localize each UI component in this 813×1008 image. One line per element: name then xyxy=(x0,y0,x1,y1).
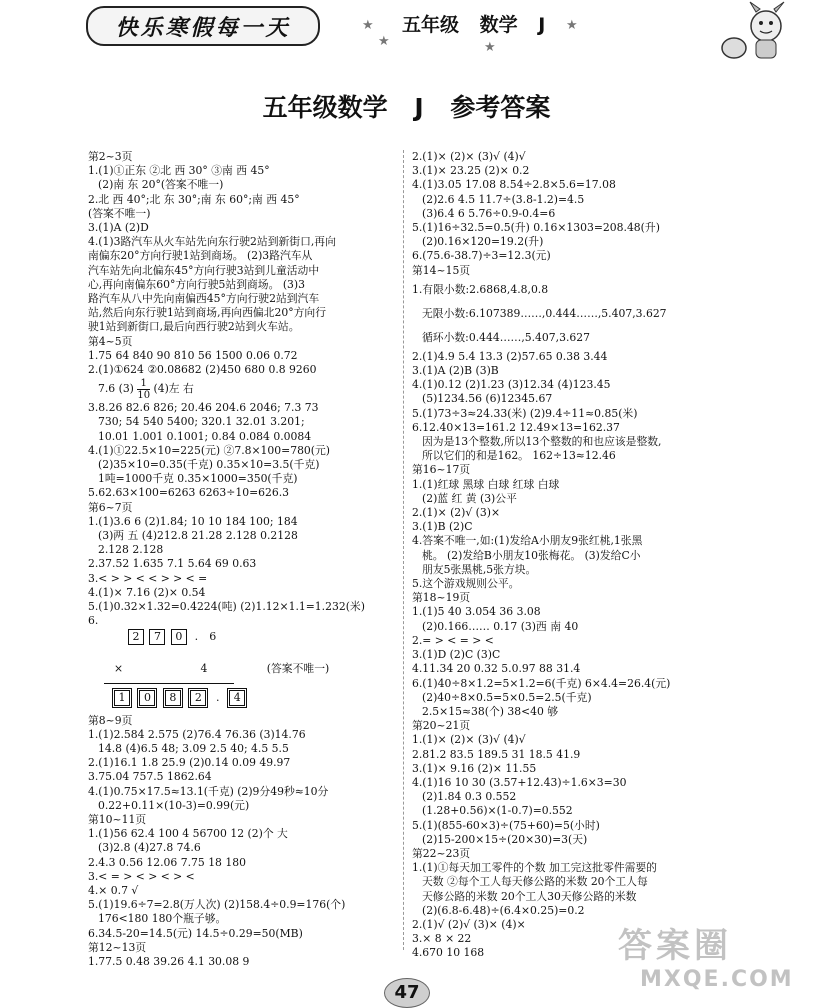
product-boxes xyxy=(88,688,408,714)
answer-line: 2.(1)16.1 1.8 25.9 (2)0.14 0.09 49.97 xyxy=(88,756,291,770)
star-icon: ★ xyxy=(362,18,374,33)
answer-line: (2)南 东 20°(答案不唯一) xyxy=(98,178,224,192)
answer-line: 天数 ②每个工人每天修公路的米数 20个工人每 xyxy=(422,875,648,889)
answer-line: 1.(1)5 40 3.054 36 3.08 xyxy=(412,605,541,619)
answer-line: 朋友5张黑桃,5张方块。 xyxy=(422,562,537,576)
answer-line: 所以它们的和是162。 162÷13≈12.46 xyxy=(422,449,616,463)
answer-line: 2.5×15≈38(个) 38<40 够 xyxy=(422,704,559,718)
answer-line: (2)0.16×120=19.2(升) xyxy=(422,235,544,249)
answer-line: (1.28+0.56)×(1-0.7)=0.552 xyxy=(422,804,573,818)
answer-line: 2.(1)√ (2)√ (3)× (4)× xyxy=(412,917,526,931)
watermark-text: 答案圈 xyxy=(618,926,732,966)
fraction-numerator: 1 xyxy=(137,378,150,390)
decimal-point: . xyxy=(194,629,199,643)
answer-line: 4.(1)16 10 30 (3.57+12.43)÷1.6×3=30 xyxy=(412,775,627,789)
answer-line: 10.01 1.001 0.1001; 0.84 0.084 0.0084 xyxy=(98,429,312,443)
multiplier-digit: 4 xyxy=(200,661,208,675)
answer-line: 6. xyxy=(88,614,99,628)
answer-line: 汽车站先向北偏东45°方向行驶3站到儿童活动中 xyxy=(88,263,320,277)
answer-text: (4)左 右 xyxy=(153,382,194,396)
answer-line: 3.8.26 82.6 826; 20.46 204.6 2046; 7.3 73 xyxy=(88,401,319,415)
answer-line: (2)40÷8×0.5=5×0.5=2.5(千克) xyxy=(422,690,592,704)
answer-line: 0.22+0.11×(10-3)=0.99(元) xyxy=(98,798,250,812)
answer-line: 1.(1)①正东 ②北 西 30° ③南 西 45° xyxy=(88,164,270,178)
answer-line: 1.(1)2.584 2.575 (2)76.4 76.36 (3)14.76 xyxy=(88,727,306,741)
digit-box: 0 xyxy=(171,629,187,645)
digit-box: 6 xyxy=(209,629,217,643)
answer-line: 1.有限小数:2.6868,4.8,0.8 xyxy=(412,282,549,296)
section-heading: 第12~13页 xyxy=(88,940,147,954)
answer-line: 2.= > < = > < xyxy=(412,633,494,647)
watermark-url: MXQE.COM xyxy=(640,967,794,992)
section-heading: 第6~7页 xyxy=(88,500,133,514)
answer-line: (2)(6.8-6.48)÷(6.4×0.25)=0.2 xyxy=(422,903,585,917)
answer-line: (2)2.6 4.5 11.7÷(3.8-1.2)=4.5 xyxy=(422,192,585,206)
answer-line: 3.(1)A (2)D xyxy=(88,221,149,235)
fraction xyxy=(137,378,150,401)
multiply-sign: × xyxy=(114,661,124,675)
answer-line: 2.37.52 1.635 7.1 5.64 69 0.63 xyxy=(88,557,257,571)
section-heading: 第8~9页 xyxy=(88,713,133,727)
answer-line: 4.670 10 168 xyxy=(412,946,485,960)
digit-box: 2 xyxy=(188,688,208,708)
answer-line: 3.(1)× 23.25 (2)× 0.2 xyxy=(412,164,530,178)
answer-line: (3)两 五 (4)212.8 21.28 2.128 0.2128 xyxy=(98,529,298,543)
section-heading: 第14~15页 xyxy=(412,263,471,277)
answer-line: 5.(1)16÷32.5=0.5(升) 0.16×1303=208.48(升) xyxy=(412,221,660,235)
answer-line: 4.答案不唯一,如:(1)发给A小朋友9张红桃,1张黑 xyxy=(412,534,643,548)
answer-line-fraction xyxy=(88,377,408,401)
answer-line: 3.× 8 × 22 xyxy=(412,932,472,946)
answer-line: 2.(1)4.9 5.4 13.3 (2)57.65 0.38 3.44 xyxy=(412,349,608,363)
section-heading: 第16~17页 xyxy=(412,463,471,477)
answer-line: 3.75.04 757.5 1862.64 xyxy=(88,770,212,784)
answer-line: 南偏东20°方向行驶1站到商场。 (2)3路汽车从 xyxy=(88,249,313,263)
answer-line: (5)1234.56 (6)12345.67 xyxy=(422,392,553,406)
mascot-icon xyxy=(700,0,800,62)
answer-line: (2)35×10=0.35(千克) 0.35×10=3.5(千克) xyxy=(98,458,320,472)
answer-line: 1.77.5 0.48 39.26 4.1 30.08 9 xyxy=(88,954,250,968)
answer-line: 6.(75.6-38.7)÷3=12.3(元) xyxy=(412,249,551,263)
banner-title: 快乐寒假每一天 xyxy=(115,15,291,41)
answer-line: 730; 54 540 5400; 320.1 32.01 3.201; xyxy=(98,415,305,429)
decimal-point: . xyxy=(216,690,220,704)
answer-line: (2)0.166…… 0.17 (3)西 南 40 xyxy=(422,619,579,633)
answer-line: 3.(1)A (2)B (3)B xyxy=(412,364,499,378)
answer-line: 4.(1)× 7.16 (2)× 0.54 xyxy=(88,585,206,599)
section-heading: 第2~3页 xyxy=(88,150,133,163)
digit-box: 7 xyxy=(149,629,165,645)
answer-line: 5.(1)0.32×1.32=0.4224(吨) (2)1.12×1.1=1.232(米) xyxy=(88,600,365,614)
answer-line: 4.(1)3.05 17.08 8.54÷2.8×5.6=17.08 xyxy=(412,178,616,192)
answer-line: 4.(1)0.75×17.5≈13.1(千克) (2)9分49秒≈10分 xyxy=(88,784,329,798)
answer-line: 4.(1)3路汽车从火车站先向东行驶2站到新街口,再向 xyxy=(88,235,336,249)
answer-line: 6.(1)40÷8×1.2=5×1.2=6(千克) 6×4.4=26.4(元) xyxy=(412,676,671,690)
answers-left-column xyxy=(88,150,408,969)
answer-text: 7.6 (3) xyxy=(98,382,134,396)
answer-line: 2.81.2 83.5 189.5 31 18.5 41.9 xyxy=(412,747,581,761)
answer-line: 3.< = > < > < > < xyxy=(88,869,195,883)
answer-line: 2.4.3 0.56 12.06 7.75 18 180 xyxy=(88,855,246,869)
answer-line: 176<180 180个瓶子够。 xyxy=(98,912,227,926)
answer-line: 2.128 2.128 xyxy=(98,543,164,557)
grade-subject-label: 五年级 数学 J xyxy=(402,14,546,36)
section-heading: 第4~5页 xyxy=(88,334,133,348)
answer-line: 天修公路的米数 20个工人30天修公路的米数 xyxy=(422,889,637,903)
page-title: 五年级数学 J 参考答案 xyxy=(262,93,551,122)
answer-line: 无限小数:6.107389……,0.444……,5.407,3.627 xyxy=(422,306,667,320)
answer-line: 2.北 西 40°;北 东 30°;南 东 60°;南 西 45° xyxy=(88,192,300,206)
answer-line: (2)蓝 红 黄 (3)公平 xyxy=(422,491,517,505)
header-banner xyxy=(0,0,813,62)
answer-line: 桃。 (2)发给B小朋友10张梅花。 (3)发给C小 xyxy=(422,548,641,562)
star-icon: ★ xyxy=(378,34,390,49)
answer-line: 5.62.63×100=6263 6263÷10=626.3 xyxy=(88,486,290,500)
digit-box: 0 xyxy=(137,688,157,708)
digit-box: 8 xyxy=(163,688,183,708)
answer-line: 3.(1)D (2)C (3)C xyxy=(412,648,501,662)
answer-line: 1吨=1000千克 0.35×1000=350(千克) xyxy=(98,472,298,486)
answer-line: 5.(1)19.6÷7=2.8(万人次) (2)158.4÷0.9=176(个) xyxy=(88,898,346,912)
answer-line: 驶1站到新街口,最后向西行驶2站到火车站。 xyxy=(88,320,300,334)
answer-line: 3.(1)B (2)C xyxy=(412,520,473,534)
digit-box: 2 xyxy=(128,629,144,645)
answer-line: 1.(1)× (2)× (3)√ (4)√ xyxy=(412,733,526,747)
answer-note: (答案不唯一) xyxy=(266,661,330,675)
digit-box: 4 xyxy=(227,688,247,708)
digit-box: 1 xyxy=(112,688,132,708)
answer-line: 2.(1)× (2)× (3)√ (4)√ xyxy=(412,150,526,163)
section-heading: 第20~21页 xyxy=(412,719,471,733)
answers-right-column xyxy=(412,150,732,961)
answer-line: 3.< > > < < > > < = xyxy=(88,571,208,585)
multiplier-row xyxy=(88,655,408,683)
answer-line: 心,再向南偏东60°方向行驶5站到商场。 (3)3 xyxy=(88,277,305,291)
answer-line: 4.(1)①22.5×10=225(元) ②7.8×100=780(元) xyxy=(88,443,331,457)
answer-line: 1.75 64 840 90 810 56 1500 0.06 0.72 xyxy=(88,348,298,362)
answer-line: 4.(1)0.12 (2)1.23 (3)12.34 (4)123.45 xyxy=(412,378,611,392)
star-icon: ★ xyxy=(484,40,496,55)
answer-line: (3)2.8 (4)27.8 74.6 xyxy=(98,841,201,855)
answer-line: 4.11.34 20 0.32 5.0.97 88 31.4 xyxy=(412,662,581,676)
answer-line: 2.(1)× (2)√ (3)× xyxy=(412,506,501,520)
answer-line: 14.8 (4)6.5 48; 3.09 2.5 40; 4.5 5.5 xyxy=(98,741,289,755)
section-heading: 第22~23页 xyxy=(412,846,471,860)
page-number-badge: 47 xyxy=(384,978,430,1008)
multiplicand-boxes xyxy=(88,629,408,655)
answer-line: 3.(1)× 9.16 (2)× 11.55 xyxy=(412,761,537,775)
answer-line: (答案不唯一) xyxy=(88,206,151,220)
answer-line: 因为是13个整数,所以13个整数的和也应该是整数, xyxy=(422,435,662,449)
answer-line: 循环小数:0.444……,5.407,3.627 xyxy=(422,330,591,344)
answer-line: 5.(1)(855-60×3)÷(75+60)=5(小时) xyxy=(412,818,600,832)
banner-title-pill xyxy=(86,6,320,46)
answer-line: 1.(1)3.6 6 (2)1.84; 10 10 184 100; 184 xyxy=(88,514,298,528)
answer-line: 1.(1)红球 黑球 白球 红球 白球 xyxy=(412,477,560,491)
answer-line: 5.(1)73÷3≈24.33(米) (2)9.4÷11≈0.85(米) xyxy=(412,406,638,420)
star-icon: ★ xyxy=(566,18,578,33)
answer-line: 6.12.40×13=161.2 12.49×13=162.37 xyxy=(412,420,620,434)
section-heading: 第18~19页 xyxy=(412,591,471,605)
answer-line: (3)6.4 6 5.76÷0.9-0.4=6 xyxy=(422,206,556,220)
answer-line: 站,然后向东行驶1站到商场,再向西偏北20°方向行 xyxy=(88,306,327,320)
fraction-denominator: 10 xyxy=(137,389,151,401)
answer-line: 1.(1)56 62.4 100 4 56700 12 (2)个 大 xyxy=(88,827,288,841)
watermark xyxy=(618,918,794,992)
answer-line: 路汽车从八中先向南偏西45°方向行驶2站到汽车 xyxy=(88,292,320,306)
answer-line: 5.这个游戏规则公平。 xyxy=(412,577,520,591)
section-heading: 第10~11页 xyxy=(88,812,147,826)
answer-line: 6.34.5-20=14.5(元) 14.5÷0.29=50(MB) xyxy=(88,926,303,940)
answer-line: (2)15-200×15÷(20×30)=3(天) xyxy=(422,832,588,846)
answer-line: (2)1.84 0.3 0.552 xyxy=(422,790,517,804)
answer-line: 1.(1)①每天加工零件的个数 加工完这批零件需要的 xyxy=(412,861,657,875)
answer-line: 2.(1)①624 ②0.08682 (2)450 680 0.8 9260 xyxy=(88,363,317,377)
answer-line: 4.× 0.7 √ xyxy=(88,883,139,897)
